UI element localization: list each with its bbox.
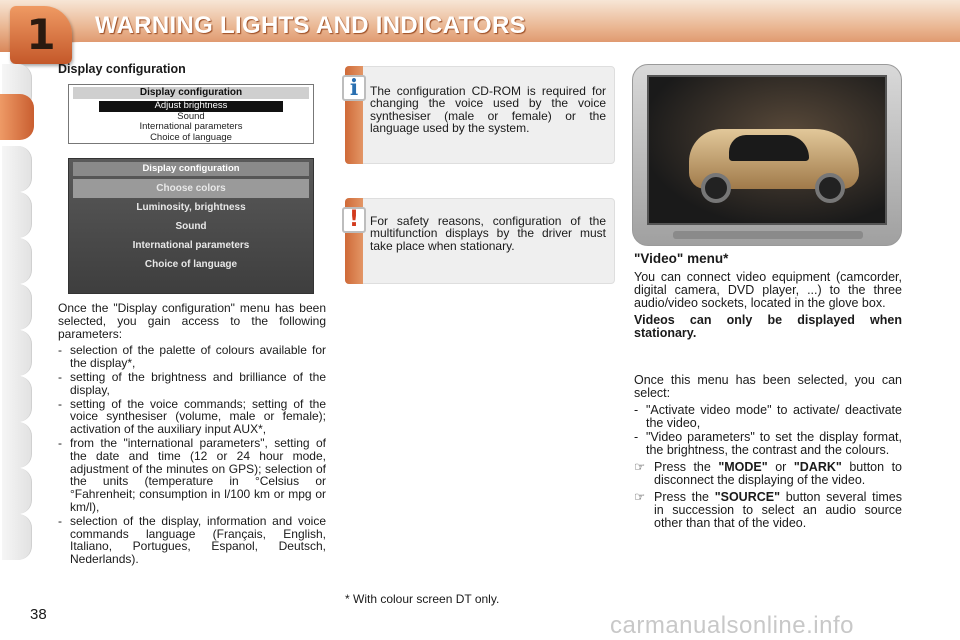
warning-note-text: For safety reasons, configuration of the multifunction displays by the driver must take place when stationary. [370,214,606,253]
side-tab-active[interactable] [0,94,34,140]
info-note [345,66,615,164]
side-tab[interactable] [2,284,32,330]
warning-note [345,198,615,284]
intro-paragraph: Once the "Display configuration" menu has been selected, you gain access to the following parameters: [58,301,326,341]
pointing-hand-icon: ☞ [634,460,646,474]
list-item: - "Activate video mode" to activate/ deactivate the video, [634,404,902,430]
screen-menu-item: Luminosity, brightness [136,202,246,213]
instruction-list [634,461,902,530]
page-number: 38 [30,606,47,623]
instruction-text: or [767,460,794,474]
chapter-badge [10,6,72,64]
display-config-text [58,302,326,567]
header-curve [40,42,960,56]
video-menu-title: "Video" menu* [634,251,729,266]
instruction-item [634,491,902,530]
screen-menu-item: Sound [175,221,207,232]
screen-menu-item: Adjust brightness [99,101,283,112]
list-item: - "Video parameters" to set the display format, the brightness, the contrast and the colours. [634,431,902,457]
video-menu-column [634,252,902,534]
list-item: - from the "international parameters", setting of the date and time (12 or 24 hour mode, adjustment of the minutes on GPS); selection of the units (temperature in °Celsius or °Fahrenheit; consumption in l/100 km or mpg or km/l), [58,437,326,514]
pointing-hand-icon: ☞ [634,490,646,504]
screen-header: Display configuration [73,162,309,176]
side-tab[interactable] [2,422,32,468]
video-screen-illustration [632,64,902,246]
screen-menu-item: Choose colors [73,179,309,198]
side-tab[interactable] [2,514,32,560]
colour-screen [68,158,314,294]
instruction-text: Press the [654,490,715,504]
list-item: - setting of the voice commands; setting of the voice synthesiser (volume, male or female); activation of the auxiliary input AUX*, [58,398,326,436]
instruction-text: button to disconnect the displaying of the video. [654,460,903,487]
wheel [815,173,845,203]
screen-menu-item: International parameters [139,121,243,132]
list-item: - setting of the brightness and brilliance of the display, [58,371,326,397]
screen-menu-item: Choice of language [144,259,238,270]
info-icon: i [342,75,366,101]
source-button-label: "SOURCE" [714,490,781,504]
screen-header: Display configuration [73,87,309,99]
video-desc: You can connect video equipment (camcorder, digital camera, DVD player, ...) to the three audio/video sockets, located in the glove box. [634,270,902,310]
watermark: carmanualsonline.info [610,612,854,639]
video-options [634,404,902,457]
side-tab[interactable] [2,238,32,284]
screen-menu-item: Sound [177,110,205,122]
warning-icon: ! [342,207,366,233]
side-tabs [0,64,34,574]
car-window [729,135,809,161]
instruction-item [634,461,902,487]
instruction-text: button several times in succession to select an audio source other than that of the video. [654,490,902,530]
dark-button-label: "DARK" [793,460,842,474]
side-tab[interactable] [2,468,32,514]
side-tab[interactable] [2,146,32,192]
list-item: - selection of the display, information and voice commands language (Français, English, Italiano, Portugues, Espanol, Deutsch, Nederlands). [58,515,326,566]
chapter-number: 1 [26,10,56,59]
mono-screen [68,84,314,144]
footnote: * With colour screen DT only. [345,592,500,606]
section-title: Display configuration [58,62,186,76]
page-title: WARNING LIGHTS AND INDICATORS [95,12,526,39]
screen-display [647,75,887,225]
screen-menu-item: International parameters [132,240,250,251]
mode-button-label: "MODE" [718,460,768,474]
instruction-text: Press the [654,460,719,474]
screen-menu-item: Choice of language [150,131,232,143]
side-tab[interactable] [2,192,32,238]
parameter-list [58,344,326,566]
list-item: - selection of the palette of colours available for the display*, [58,344,326,370]
frame-bottom [673,231,863,239]
wheel [701,173,731,203]
video-bold-note: Videos can only be displayed when stationary. [634,313,902,340]
select-intro: Once this menu has been selected, you can select: [634,373,902,400]
side-tab[interactable] [2,330,32,376]
display-config-column [58,62,326,567]
info-note-text: The configuration CD-ROM is required for changing the voice used by the voice synthesiser (male or female) or the language used by the system. [370,84,606,136]
side-tab[interactable] [2,376,32,422]
